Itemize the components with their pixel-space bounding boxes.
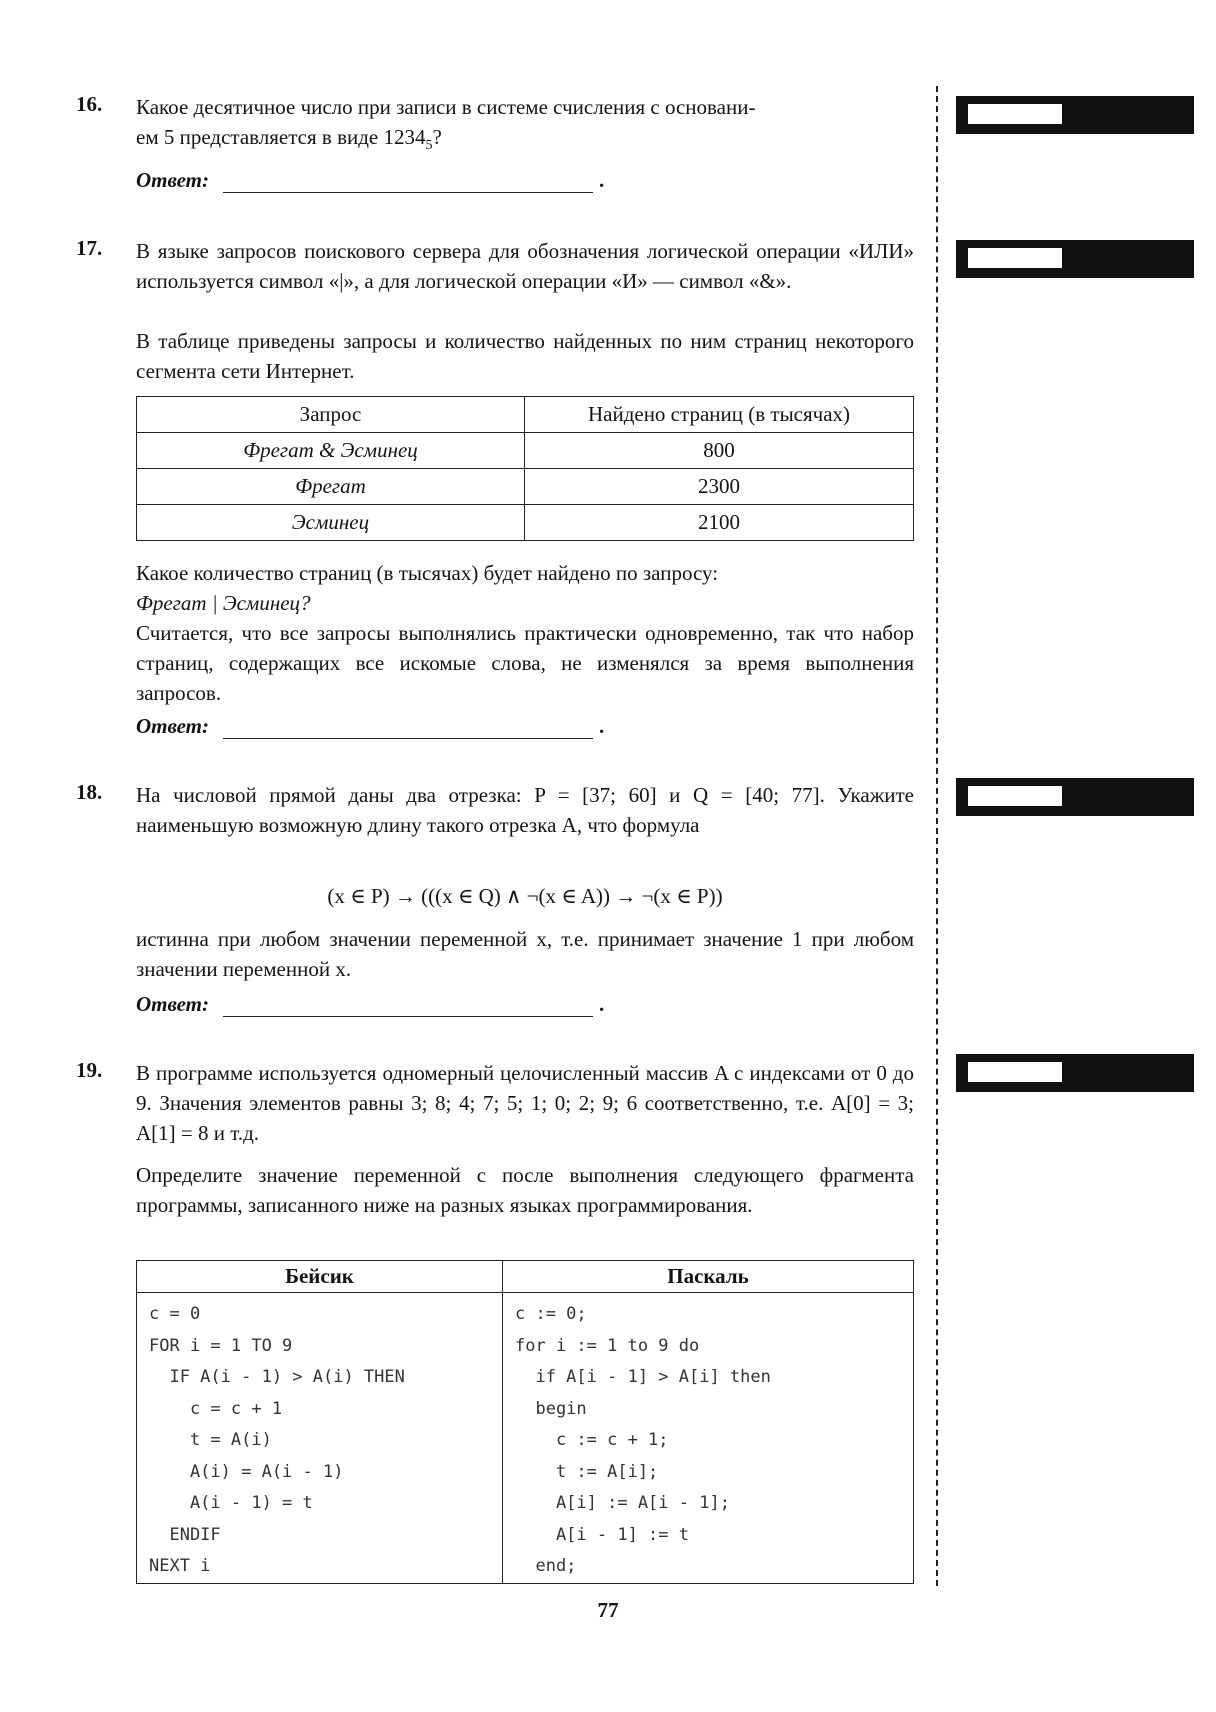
table-row: Фрегат 2300 bbox=[137, 469, 914, 505]
pascal-header: Паскаль bbox=[503, 1261, 914, 1293]
table-row: Фрегат & Эсминец 800 bbox=[137, 433, 914, 469]
pascal-code: c := 0; for i := 1 to 9 do if A[i - 1] > A[i] then begin c := c + 1; t := A[i]; A[i] := A[i - 1]; A[i - 1] := t end; bbox=[503, 1293, 914, 1584]
q19-paragraph1: В программе используется одномерный целочисленный массив A с индексами от 0 до 9. Значения элементов равны 3; 8; 4; 7; 5; 1; 0; 2; 9; 6 соответственно, т.е. A[0] = 3; A[1] = 8 и т.д. bbox=[136, 1061, 914, 1145]
q17-answer: Ответ: . bbox=[136, 714, 605, 738]
page-number: 77 bbox=[597, 1598, 619, 1622]
q19-paragraph2: Определите значение переменной c после выполнения следующего фрагмента программы, записанного ниже на разных языках программирования. bbox=[136, 1163, 914, 1217]
q16-answer: Ответ: . bbox=[136, 168, 605, 192]
answer-box-19[interactable] bbox=[956, 1054, 1194, 1092]
q17-note: Считается, что все запросы выполнялись практически одновременно, так что набор страниц, содержащих все искомые слова, не изменялся за время выполнения запросов. bbox=[136, 621, 914, 705]
cut-line bbox=[936, 86, 938, 1586]
q17-answer-field[interactable] bbox=[223, 716, 593, 739]
q16-text: Какое десятичное число при записи в системе счисления с основани- ем 5 представляется в виде $1234_5$? bbox=[136, 95, 756, 154]
q19-code-table bbox=[136, 1260, 914, 1584]
q16-number: 16. bbox=[76, 92, 103, 116]
q16-answer-field[interactable] bbox=[223, 170, 593, 193]
q18-answer: Ответ: . bbox=[136, 992, 605, 1016]
q18-formula: (x ∈ P) → (((x ∈ Q) ∧ ¬(x ∈ A)) → ¬(x ∈ P)) bbox=[327, 884, 723, 908]
table-header: Запрос bbox=[137, 397, 525, 433]
q17-table bbox=[136, 396, 914, 541]
answer-box-17[interactable] bbox=[956, 240, 1194, 278]
q18-number: 18. bbox=[76, 780, 103, 804]
table-row: Эсминец 2100 bbox=[137, 505, 914, 541]
q18-paragraph2: истинна при любом значении переменной x, т.е. принимает значение 1 при любом значении переменной x. bbox=[136, 927, 914, 981]
answer-box-16[interactable] bbox=[956, 96, 1194, 134]
q18-paragraph1: На числовой прямой даны два отрезка: P = [37; 60] и Q = [40; 77]. Укажите наименьшую возможную длину такого отрезка A, что формула bbox=[136, 783, 914, 837]
basic-code: c = 0 FOR i = 1 TO 9 IF A(i - 1) > A(i) THEN c = c + 1 t = A(i) A(i) = A(i - 1) A(i - 1) = t ENDIF NEXT i bbox=[137, 1293, 503, 1584]
basic-header: Бейсик bbox=[137, 1261, 503, 1293]
q17-question: Какое количество страниц (в тысячах) будет найдено по запросу: Фрегат | Эсминец? bbox=[136, 561, 719, 615]
q17-paragraph1: В языке запросов поискового сервера для обозначения логической операции «ИЛИ» используется символ «|», а для логической операции «И» — символ «&». bbox=[136, 239, 914, 293]
table-header: Найдено страниц (в тысячах) bbox=[525, 397, 914, 433]
answer-box-18[interactable] bbox=[956, 778, 1194, 816]
q17-paragraph2: В таблице приведены запросы и количество найденных по ним страниц некоторого сегмента сети Интернет. bbox=[136, 329, 914, 383]
q17-number: 17. bbox=[76, 236, 103, 260]
q18-answer-field[interactable] bbox=[223, 994, 593, 1017]
q19-number: 19. bbox=[76, 1058, 103, 1082]
